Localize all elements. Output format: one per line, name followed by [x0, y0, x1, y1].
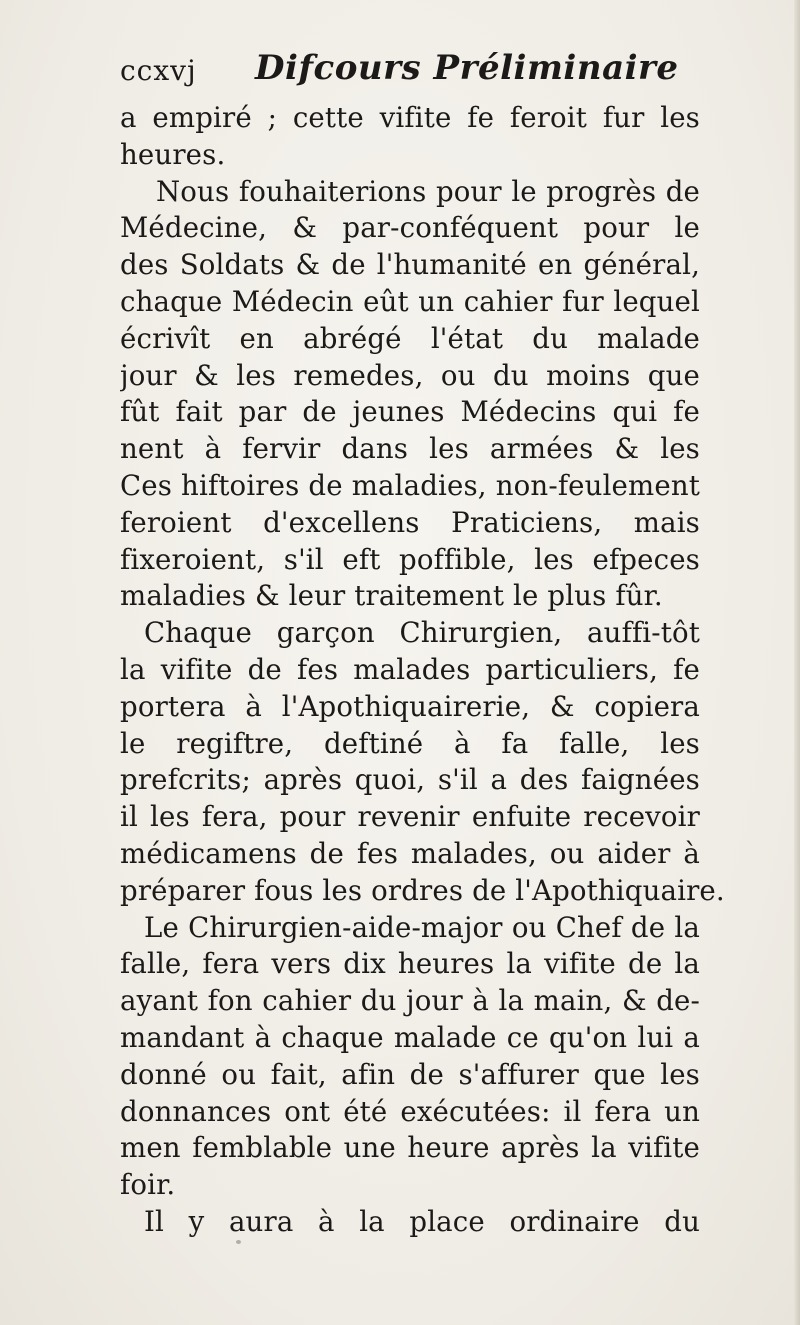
text-line: donné ou fait, afin de s'affurer que les	[120, 1057, 700, 1091]
running-title: Difcours Préliminaire	[255, 48, 679, 88]
text-line: fût fait par de jeunes Médecins qui fe	[120, 395, 700, 429]
text-line: le regiftre, deftiné à fa falle, les	[120, 726, 700, 760]
body-text	[120, 100, 725, 1241]
text-line: ayant fon cahier du jour à la main, & de-	[120, 984, 700, 1018]
ink-speck	[236, 1240, 241, 1244]
text-line: donnances ont été exécutées: il fera un	[120, 1094, 700, 1128]
page-edge	[794, 0, 800, 1325]
text-line: chaque Médecin eût un cahier fur lequel	[120, 284, 700, 318]
text-line: Nous fouhaiterions pour le progrès de	[156, 174, 700, 208]
text-line: Ces hiftoires de maladies, non-feulement	[120, 468, 700, 502]
text-line: médicamens de fes malades, ou aider à	[120, 836, 700, 870]
text-line: men femblable une heure après la vifite	[120, 1131, 700, 1165]
text-line: jour & les remedes, ou du moins que	[120, 358, 700, 392]
text-line: foir.	[120, 1168, 176, 1202]
text-line: feroient d'excellens Praticiens, mais	[120, 505, 700, 539]
page-header	[120, 44, 680, 94]
text-line: préparer fous les ordres de l'Apothiquaire.	[120, 873, 725, 907]
text-line: la vifite de fes malades particuliers, fe	[120, 652, 700, 686]
text-line: portera à l'Apothiquairerie, & copiera	[120, 689, 700, 723]
text-line: Médecine, & par-conféquent pour le	[120, 211, 700, 245]
text-line: fixeroient, s'il eft poffible, les efpeces	[120, 542, 700, 576]
text-line: il les fera, pour revenir enfuite recevoir	[120, 800, 700, 834]
text-line: Le Chirurgien-aide-major ou Chef de la	[144, 910, 700, 944]
text-line: falle, fera vers dix heures la vifite de la	[120, 947, 700, 981]
text-line: heures.	[120, 137, 226, 171]
text-line: Chaque garçon Chirurgien, auffi-tôt	[144, 616, 700, 650]
text-line: Il y aura à la place ordinaire du	[144, 1204, 700, 1238]
text-line: écrivît en abrégé l'état du malade	[120, 321, 700, 355]
text-line: nent à fervir dans les armées & les	[120, 432, 700, 466]
page-number: ccxvj	[120, 54, 197, 87]
text-line: mandant à chaque malade ce qu'on lui a	[120, 1020, 700, 1054]
text-line: des Soldats & de l'humanité en général,	[120, 248, 700, 282]
text-line: a empiré ; cette vifite fe feroit fur les	[120, 101, 700, 134]
text-line: maladies & leur traitement le plus fûr.	[120, 579, 663, 613]
text-line: prefcrits; après quoi, s'il a des faignées	[120, 763, 700, 797]
